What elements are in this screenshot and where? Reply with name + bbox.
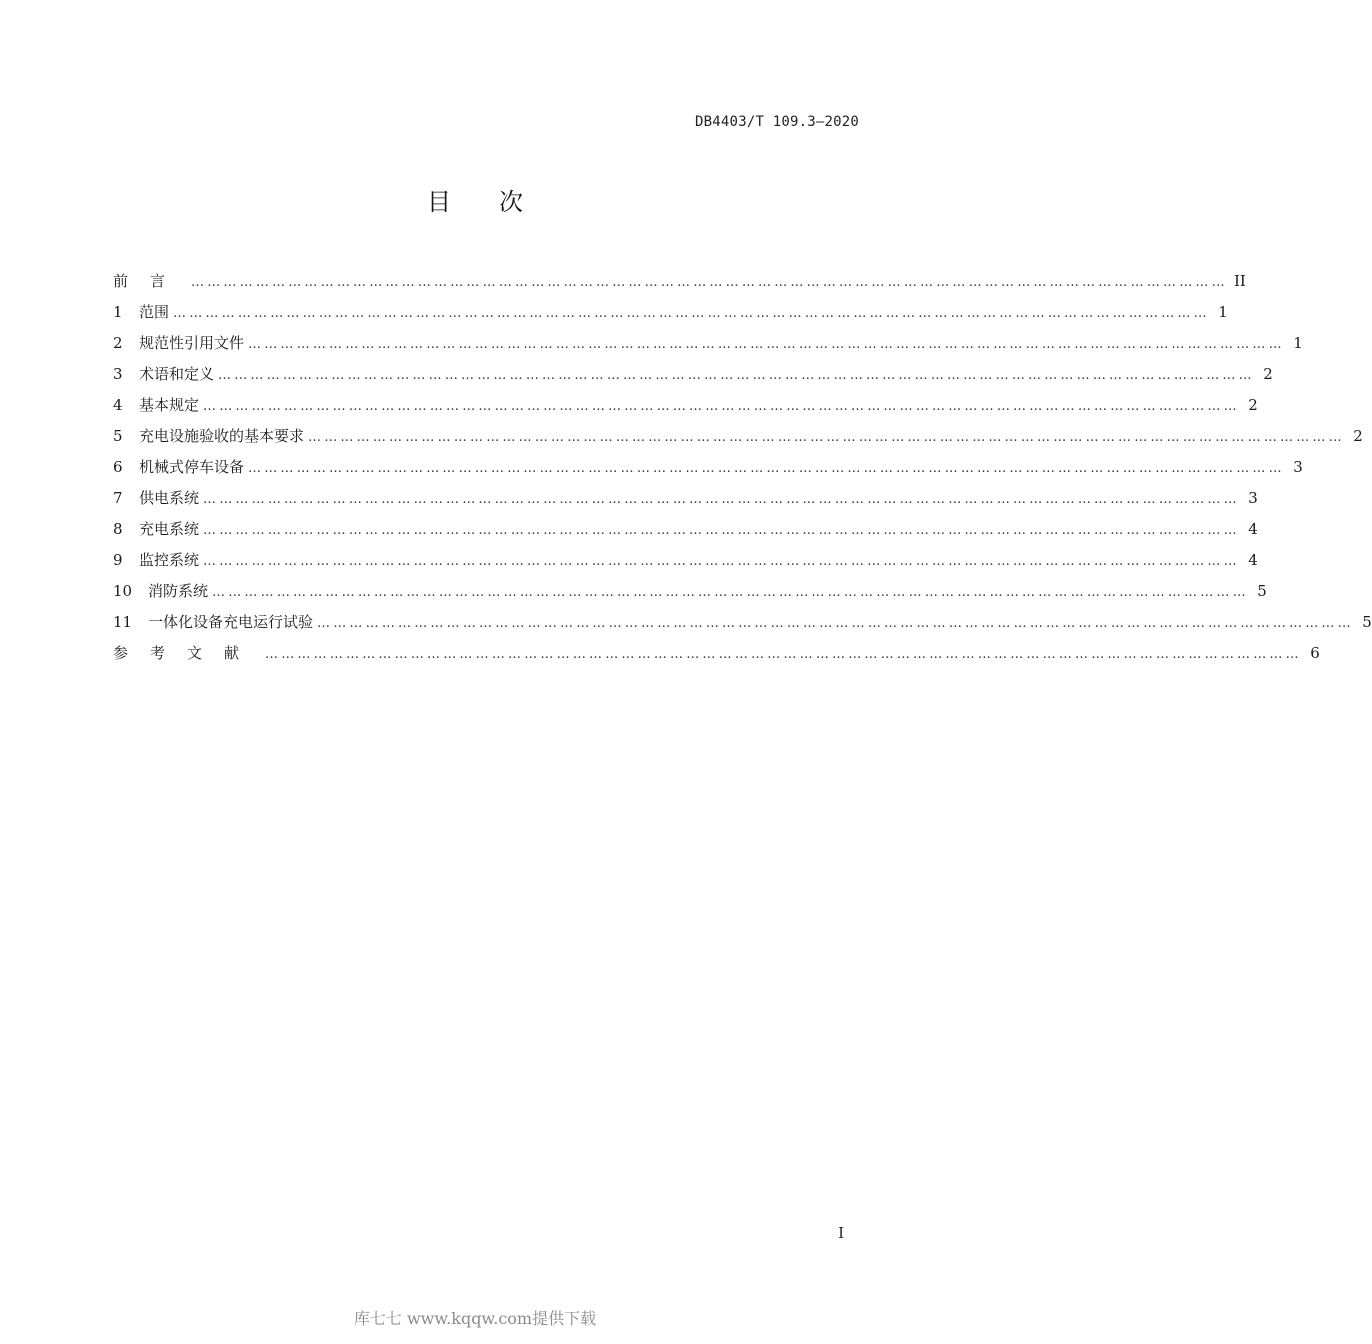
- toc-leader-dots: …………………………………………………………………………………………………………………………………………………………………………: [203, 492, 1240, 507]
- download-watermark: 库七七 www.kqqw.com提供下载: [353, 1309, 597, 1328]
- toc-leader-dots: …………………………………………………………………………………………………………………………………………………………………………: [308, 430, 1345, 445]
- toc-entry-number: 3: [113, 365, 123, 383]
- toc-entry-number: 7: [113, 489, 123, 507]
- toc-entry-label: 监控系统: [139, 551, 200, 569]
- toc-entry-bibliography[interactable]: [113, 642, 1320, 673]
- toc-leader-dots: …………………………………………………………………………………………………………………………………………………………………………: [203, 554, 1240, 569]
- toc-entry-page: 1: [1293, 334, 1303, 352]
- toc-entry-page: 2: [1353, 427, 1363, 445]
- toc-entry-number: 9: [113, 551, 123, 569]
- toc-entry-label: 范围: [139, 303, 170, 321]
- toc-entry-number: 8: [113, 520, 123, 538]
- toc-entry-label: 参考文献: [113, 644, 262, 662]
- toc-entry-scope[interactable]: [113, 301, 1228, 332]
- toc-entry-charging-system[interactable]: [113, 518, 1258, 549]
- table-of-contents: [113, 270, 1372, 673]
- toc-entry-terms-definitions[interactable]: [113, 363, 1273, 394]
- toc-entry-number: 4: [113, 396, 123, 414]
- toc-entry-page: 2: [1248, 396, 1258, 414]
- toc-leader-dots: …………………………………………………………………………………………………………………………………………………………………………: [203, 399, 1240, 414]
- toc-entry-page: 3: [1293, 458, 1303, 476]
- toc-entry-fire-protection[interactable]: [113, 580, 1267, 611]
- toc-leader-dots: …………………………………………………………………………………………………………………………………………………………………………: [203, 523, 1240, 538]
- toc-entry-page: 5: [1362, 613, 1372, 631]
- toc-entry-label: 消防系统: [148, 582, 209, 600]
- toc-entry-label: 充电设施验收的基本要求: [139, 427, 305, 445]
- toc-entry-label: 规范性引用文件: [139, 334, 245, 352]
- toc-entry-page: 5: [1257, 582, 1267, 600]
- toc-entry-number: 11: [113, 613, 133, 631]
- toc-entry-label: 术语和定义: [139, 365, 215, 383]
- toc-entry-label: 一体化设备充电运行试验: [148, 613, 314, 631]
- toc-leader-dots: …………………………………………………………………………………………………………………………………………………………………………: [218, 368, 1255, 383]
- toc-entry-page: 4: [1248, 520, 1258, 538]
- toc-entry-page: 3: [1248, 489, 1258, 507]
- toc-entry-label: 机械式停车设备: [139, 458, 245, 476]
- toc-entry-number: 6: [113, 458, 123, 476]
- toc-entry-label: 基本规定: [139, 396, 200, 414]
- toc-leader-dots: …………………………………………………………………………………………………………………………………………………………………………: [248, 461, 1285, 476]
- toc-entry-power-supply[interactable]: [113, 487, 1258, 518]
- toc-entry-acceptance-requirements[interactable]: [113, 425, 1363, 456]
- toc-entry-number: 2: [113, 334, 123, 352]
- toc-entry-number: 10: [113, 582, 133, 600]
- toc-entry-label: 前言: [113, 272, 188, 290]
- toc-entry-mechanical-parking[interactable]: [113, 456, 1303, 487]
- toc-leader-dots: …………………………………………………………………………………………………………………………………………………………………………: [265, 647, 1302, 662]
- toc-title: 目次: [427, 188, 571, 216]
- toc-leader-dots: …………………………………………………………………………………………………………………………………………………………………………: [248, 337, 1285, 352]
- toc-entry-basic-provisions[interactable]: [113, 394, 1258, 425]
- toc-entry-page: 1: [1218, 303, 1228, 321]
- toc-entry-label: 充电系统: [139, 520, 200, 538]
- toc-entry-foreword[interactable]: [113, 270, 1246, 301]
- toc-leader-dots: …………………………………………………………………………………………………………………………………………………………………………: [212, 585, 1249, 600]
- toc-entry-number: 5: [113, 427, 123, 445]
- toc-entry-integrated-charging-test[interactable]: [113, 611, 1372, 642]
- toc-entry-page: II: [1233, 272, 1246, 290]
- toc-leader-dots: …………………………………………………………………………………………………………………………………………………………………………: [173, 306, 1210, 321]
- toc-entry-normative-references[interactable]: [113, 332, 1303, 363]
- toc-entry-page: 6: [1310, 644, 1320, 662]
- document-code: DB4403/T 109.3—2020: [695, 114, 859, 130]
- toc-entry-number: 1: [113, 303, 123, 321]
- page-number: I: [838, 1224, 844, 1242]
- toc-leader-dots: …………………………………………………………………………………………………………………………………………………………………………: [317, 616, 1354, 631]
- toc-entry-label: 供电系统: [139, 489, 200, 507]
- toc-entry-monitoring-system[interactable]: [113, 549, 1258, 580]
- toc-entry-page: 2: [1263, 365, 1273, 383]
- toc-leader-dots: …………………………………………………………………………………………………………………………………………………………………………: [191, 275, 1228, 290]
- toc-entry-page: 4: [1248, 551, 1258, 569]
